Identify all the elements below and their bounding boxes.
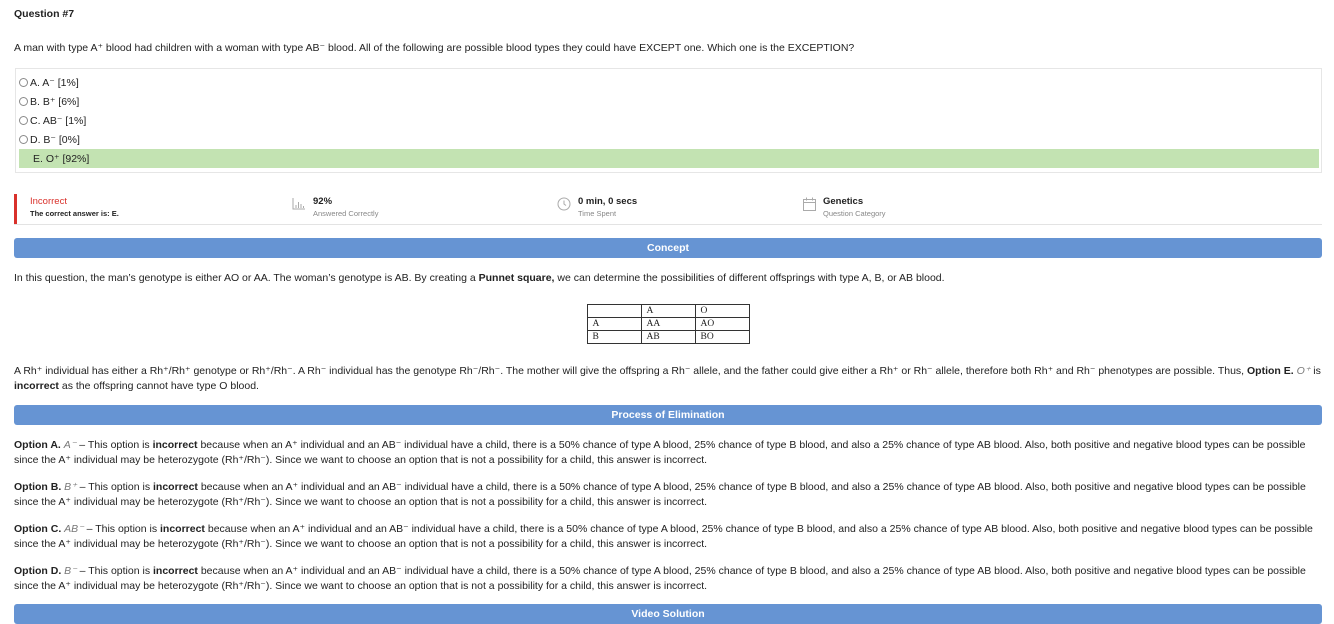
radio-icon[interactable] — [19, 116, 28, 125]
category-value: Genetics — [823, 196, 864, 207]
percent-value: 92% — [313, 196, 333, 207]
punnett-cell: AA — [641, 318, 695, 331]
punnett-cell: A — [641, 305, 695, 318]
result-text: Incorrect — [30, 196, 67, 207]
category-label: Question Category — [823, 209, 886, 218]
choice-d[interactable] — [19, 130, 1319, 149]
video-solution-header[interactable]: Video Solution — [14, 604, 1322, 624]
time-stat — [557, 194, 637, 224]
radio-icon[interactable] — [19, 97, 28, 106]
elimination-option-d: Option D. B⁻ – This option is incorrect because when an A⁺ individual and an AB⁻ individual have a child, there is a 50% chance of type A blood, 25% chance of type B blood, and also a 25% chance of type AB blood. Also, both positive and negative blood types can be possible since the A⁺ individual may be heterozygote (Rh⁺/Rh⁻). Since we want to choose an option that is not a possibility for a child, this answer is incorrect. — [14, 565, 1306, 592]
choice-b[interactable] — [19, 92, 1319, 111]
radio-icon[interactable] — [19, 78, 28, 87]
time-value: 0 min, 0 secs — [578, 196, 638, 207]
choice-e-correct[interactable] — [19, 149, 1319, 168]
elimination-option-b: Option B. B⁺ – This option is incorrect because when an A⁺ individual and an AB⁻ individual have a child, there is a 50% chance of type A blood, 25% chance of type B blood, and also a 25% chance of type AB blood. Also, both positive and negative blood types can be possible since the A⁺ individual may be heterozygote (Rh⁺/Rh⁻). Since we want to choose an option that is not a possibility for a child, this answer is incorrect. — [14, 481, 1306, 508]
punnett-cell: BO — [695, 331, 749, 344]
choice-label: B. B⁺ [6%] — [30, 95, 80, 108]
elimination-option-c: Option C. AB⁻ – This option is incorrect because when an A⁺ individual and an AB⁻ individual have a child, there is a 50% chance of type A blood, 25% chance of type B blood, and also a 25% chance of type AB blood. Also, both positive and negative blood types can be possible since the A⁺ individual may be heterozygote (Rh⁺/Rh⁻). Since we want to choose an option that is not a possibility for a child, this answer is incorrect. — [14, 523, 1313, 550]
radio-icon[interactable] — [19, 135, 28, 144]
elimination-option-a: Option A. A⁻ – This option is incorrect because when an A⁺ individual and an AB⁻ individual have a child, there is a 50% chance of type A blood, 25% chance of type B blood, and also a 25% chance of type AB blood. Also, both positive and negative blood types can be possible since the A⁺ individual may be heterozygote (Rh⁺/Rh⁻). Since we want to choose an option that is not a possibility for a child, this answer is incorrect. — [14, 439, 1306, 466]
concept-paragraph-1: In this question, the man’s genotype is either AO or AA. The woman’s genotype is AB. By creating a Punnet square, we can determine the possibilities of different offsprings with type A, B, or AB blood. — [14, 272, 945, 284]
result-stats — [14, 194, 1322, 225]
punnett-square — [14, 304, 1322, 344]
category-stat — [803, 194, 886, 224]
choice-label: C. AB⁻ [1%] — [30, 114, 87, 127]
choice-label: D. B⁻ [0%] — [30, 133, 80, 146]
percent-label: Answered Correctly — [313, 209, 379, 218]
calendar-icon — [803, 197, 816, 214]
result-status — [14, 194, 119, 224]
choice-label: A. A⁻ [1%] — [30, 76, 79, 89]
choice-c[interactable] — [19, 111, 1319, 130]
time-label: Time Spent — [578, 209, 617, 218]
punnett-cell — [587, 305, 641, 318]
clock-icon — [557, 197, 571, 214]
percent-stat — [292, 194, 378, 224]
punnett-cell: AO — [695, 318, 749, 331]
punnett-cell: A — [587, 318, 641, 331]
concept-header: Concept — [14, 238, 1322, 258]
choice-label: E. O⁺ [92%] — [33, 152, 90, 165]
elimination-header: Process of Elimination — [14, 405, 1322, 425]
bar-chart-icon — [292, 197, 306, 213]
answer-choices — [15, 68, 1322, 173]
punnett-cell: AB — [641, 331, 695, 344]
choice-a[interactable] — [19, 73, 1319, 92]
concept-paragraph-2: A Rh⁺ individual has either a Rh⁺/Rh⁺ genotype or Rh⁺/Rh⁻. A Rh⁻ individual has the genotype Rh⁻/Rh⁻. The mother will give the offspring a Rh⁻ allele, and the father could give either a Rh⁺ or Rh⁻ allele, therefore both Rh⁺ and Rh⁻ phenotypes are possible. Thus, Option E. O⁺ is incorrect as the offspring cannot have type O blood. — [14, 365, 1321, 392]
correct-answer-text: The correct answer is: E. — [30, 209, 119, 218]
punnett-cell: O — [695, 305, 749, 318]
punnett-cell: B — [587, 331, 641, 344]
question-text: A man with type A⁺ blood had children with a woman with type AB⁻ blood. All of the following are possible blood types they could have EXCEPT one. Which one is the EXCEPTION? — [14, 42, 855, 54]
question-number: Question #7 — [14, 8, 75, 20]
